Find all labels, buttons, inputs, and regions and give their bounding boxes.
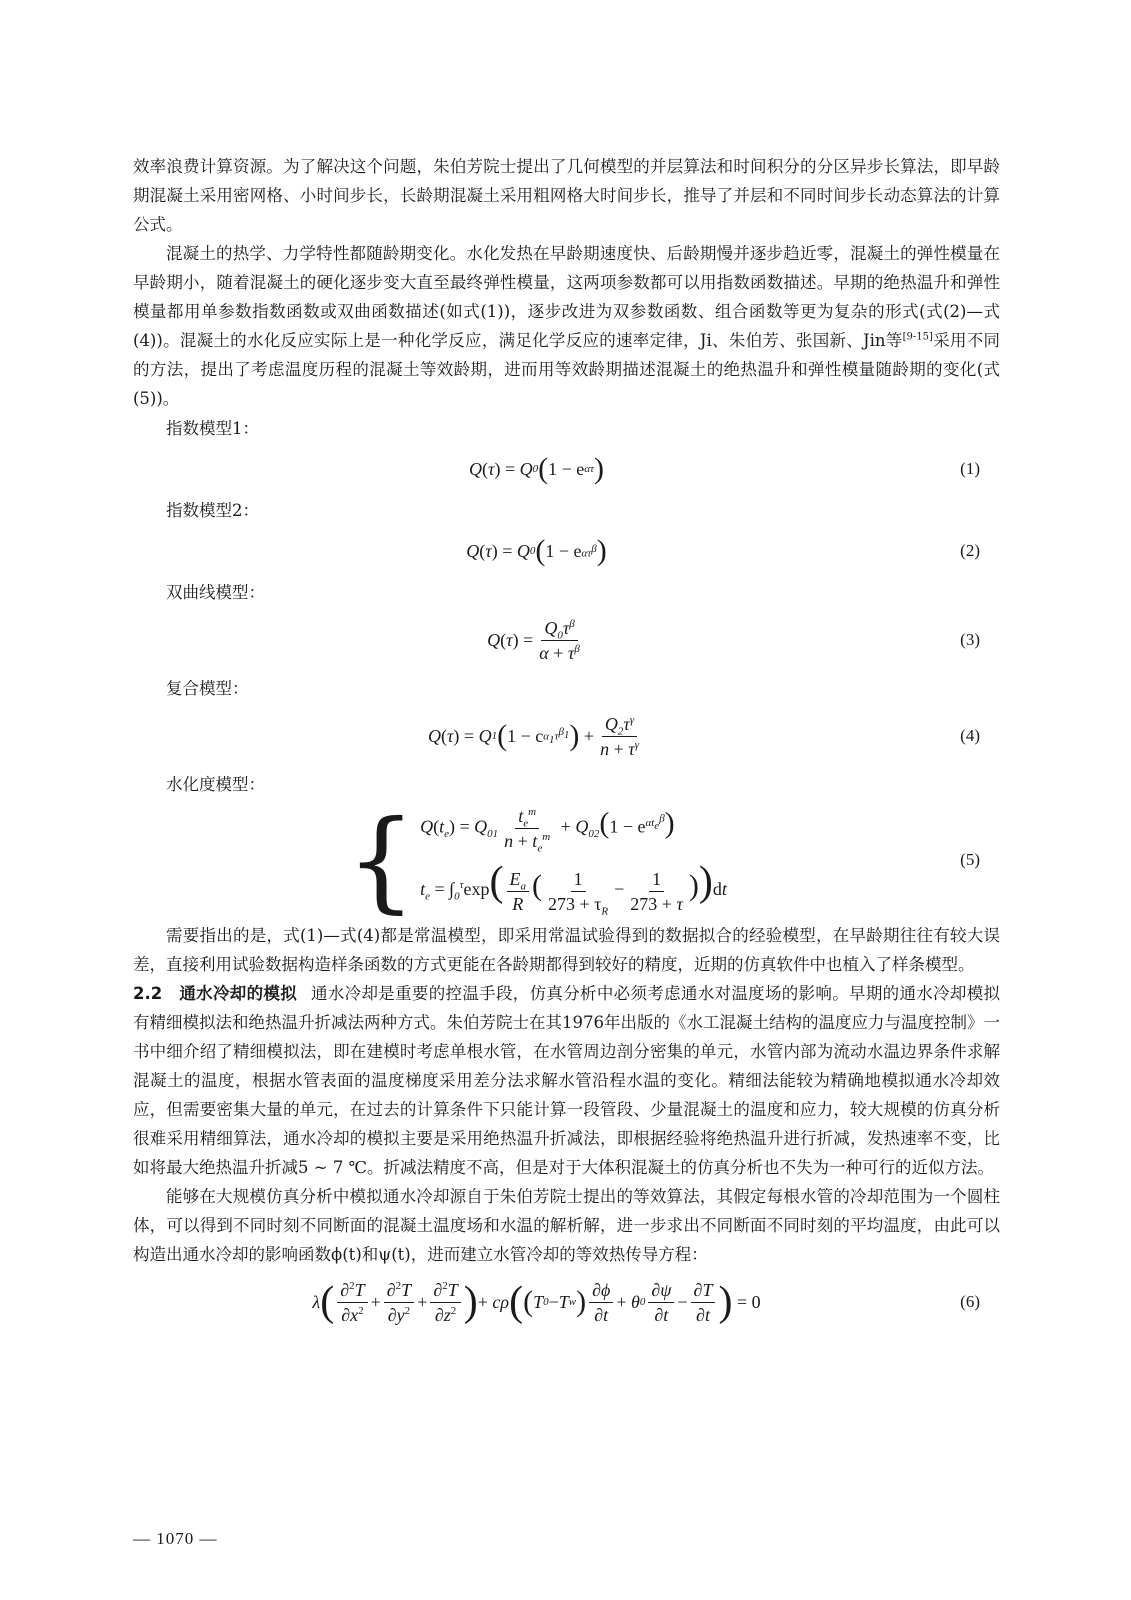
paragraph-1: 效率浪费计算资源。为了解决这个问题，朱伯芳院士提出了几何模型的并层算法和时间积分的分区异步长算法，即早龄期混凝土采用密网格、小时间步长，长龄期混凝土采用粗网格大时间步长，推导了并层和不同时间步长动态算法的计算公式。 [133, 157, 1000, 234]
label-composite-model: 复合模型： [166, 679, 249, 698]
equation-3-formula: Q ( τ ) = $\frac{Q_0\tau^\beta}{\alpha + \tau^\beta}$ [487, 617, 580, 663]
paragraph-2 [133, 239, 1000, 413]
equation-5-formula: { $Q(t_e) = Q_{01}$ $\frac{t_e^m}{n + t_e^m}$ + $Q_{02}(1 - e^{\alpha t_e^\beta})$ $t_e = \int_0^\tau\exp$( $\frac{E_a}{R}$ ( $\frac{1}{273 + \tau_R}$ − $\frac{1}{273 + \tau}$ ))dt [346, 796, 727, 924]
equation-6-formula: λ ( $\frac{\partial^2T}{\partial x^2}$ + $\frac{\partial^2T}{\partial y^2}$ + $\frac{\partial^2T}{\partial z^2}$ ) + cρ ( ( T 0 − T w ) $\frac{\partial\phi}{\partial t}$ + θ 0 $\frac{\partial\psi}{\partial t}$ − $\frac{\partial T}{\partial t}$ ) = 0 [312, 1279, 761, 1325]
equation-2 [133, 525, 1000, 577]
paragraph-4 [133, 979, 1000, 1182]
equation-2-formula: Q ( τ ) = Q 0 ( 1 − e $\alpha\tau^\beta$ ) [466, 534, 607, 567]
paragraph-3: 需要指出的是，式(1)—式(4)都是常温模型，即采用常温试验得到的数据拟合的经验模型，在早龄期往往有较大误差，直接利用试验数据构造样条函数的方式更能在各龄期都得到较好的精度，近期的仿真软件中也植入了样条模型。 [133, 926, 1000, 974]
equation-4 [133, 703, 1000, 769]
label-hydration-degree-model: 水化度模型： [166, 775, 265, 794]
label-exponential-model-1: 指数模型1： [166, 419, 259, 438]
equation-1-number: (1) [960, 459, 980, 478]
page-number-footer: — 1070 — [133, 1529, 218, 1548]
paragraph-4-text: 通水冷却是重要的控温手段，仿真分析中必须考虑通水对温度场的影响。早期的通水冷却模拟有精细模拟法和绝热温升折减法两种方式。朱伯芳院士在其1976年出版的《水工混凝土结构的温度应力与温度控制》一书中细介绍了精细模拟法，即在建模时考虑单根水管，在水管周边剖分密集的单元，水管内部为流动水温边界条件求解混凝土的温度，根据水管表面的温度梯度采用差分法求解水管沿程水温的变化。精细法能较为精确地模拟通水冷却效应，但需要密集大量的单元，在过去的计算条件下只能计算一段管段、少量混凝土的温度和应力，较大规模的仿真分析很难采用精细算法，通水冷却的模拟主要是采用绝热温升折减法，即根据经验将绝热温升进行折减，发热速率不变，比如将最大绝热温升折减5 ~ 7 ℃。折减法精度不高，但是对于大体积混凝土的仿真分析也不失为一种可行的近似方法。 [133, 984, 1001, 1177]
equation-5-number: (5) [960, 850, 980, 869]
section-heading-2-2: 2.2 通水冷却的模拟 [133, 984, 298, 1003]
label-hyperbolic-model: 双曲线模型： [166, 583, 265, 602]
citation-9-15: [9-15] [902, 331, 933, 343]
page-body [133, 152, 1000, 1335]
equation-4-number: (4) [960, 726, 980, 745]
equation-2-number: (2) [960, 541, 980, 560]
equation-3-number: (3) [960, 630, 980, 649]
paragraph-5: 能够在大规模仿真分析中模拟通水冷却源自于朱伯芳院士提出的等效算法，其假定每根水管的冷却范围为一个圆柱体，可以得到不同时刻不同断面的混凝土温度场和水温的解析解，进一步求出不同断面不同时刻的平均温度，由此可以构造出通水冷却的影响函数ϕ(t)和ψ(t)，进而建立水管冷却的等效热传导方程： [133, 1187, 1000, 1264]
equation-4-formula: Q ( τ ) = Q 1 ( 1 − c $\alpha_1\tau^{\beta_1}$ ) + $\frac{Q_2\tau^\gamma}{n + \tau^\gamma}$ [427, 713, 640, 759]
equation-3 [133, 607, 1000, 673]
paragraph-2-text-a: 混凝土的热学、力学特性都随龄期变化。水化发热在早龄期速度快、后龄期慢并逐步趋近零，混凝土的弹性模量在早龄期小，随着混凝土的硬化逐步变大直至最终弹性模量，这两项参数都可以用指数函数描述。早期的绝热温升和弹性模量都用单参数指数函数或双曲函数描述(如式(1))，逐步改进为双参数函数、组合函数等更为复杂的形式(式(2)—式(4))。混凝土的水化反应实际上是一种化学反应，满足化学反应的速率定律，Ji、朱伯芳、张国新、Jin等 [133, 244, 1000, 350]
paragraph-2-text-b: 采用不同的方法，提出了考虑温度历程的混凝土等效龄期，进而用等效龄期描述混凝土的绝热温升和弹性模量随龄期的变化(式(5))。 [133, 331, 1000, 408]
label-exponential-model-2: 指数模型2： [166, 501, 259, 520]
equation-1 [133, 443, 1000, 495]
equation-5 [133, 796, 1000, 924]
equation-1-formula: Q ( τ ) = Q 0 ( 1 − e ατ ) [469, 452, 604, 485]
equation-6 [133, 1269, 1000, 1335]
equation-6-number: (6) [960, 1292, 980, 1311]
